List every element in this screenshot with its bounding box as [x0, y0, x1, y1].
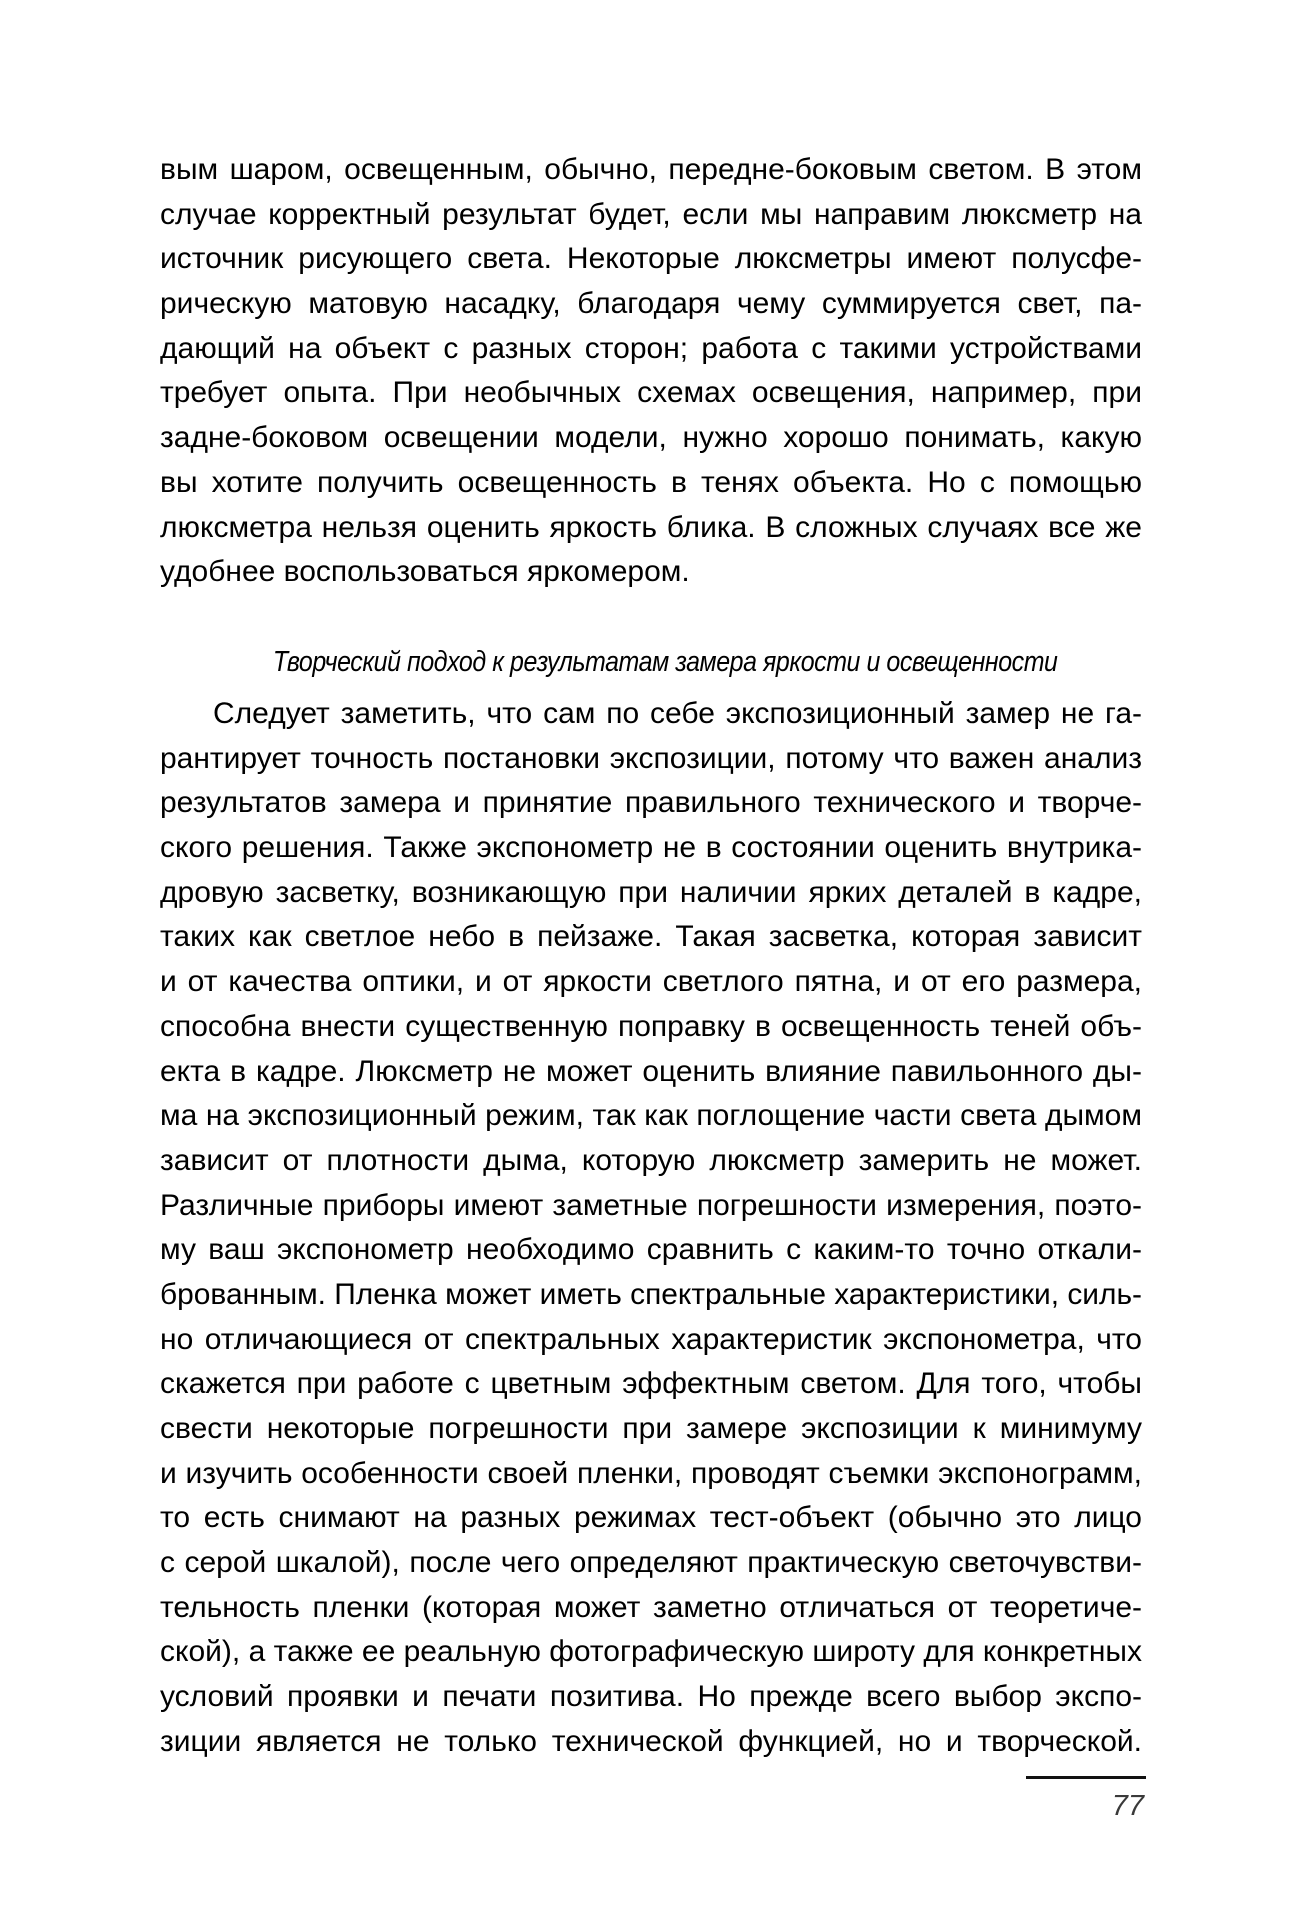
text-line: скажется при работе с цветным эффектным светом. Для того, чтобы — [160, 1367, 1142, 1401]
text-line: и от качества оптики, и от яркости светлого пятна, и от его размера, — [160, 965, 1142, 999]
text-line: зависит от плотности дыма, которую люксметр замерить не может. — [160, 1143, 1142, 1177]
section-heading — [160, 640, 1170, 684]
text-line: с серой шкалой), после чего определяют практическую светочувстви- — [160, 1546, 1142, 1580]
text-line: ма на экспозиционный режим, так как поглощение части света дымом — [160, 1099, 1142, 1133]
text-line: задне-боковом освещении модели, нужно хорошо понимать, какую — [160, 421, 1142, 455]
text-line: источник рисующего света. Некоторые люксметры имеют полусфе- — [160, 242, 1142, 276]
section-heading-text: Творческий подход к результатам замера яркости и освещенности — [272, 646, 1058, 678]
text-line: требует опыта. При необычных схемах освещения, например, при — [160, 376, 1142, 410]
text-line: удобнее воспользоваться яркомером. — [160, 555, 690, 589]
text-line: но отличающиеся от спектральных характеристик экспонометра, что — [160, 1322, 1142, 1356]
footer-rule — [1026, 1776, 1146, 1779]
text-line: люксметра нельзя оценить яркость блика. В сложных случаях все же — [160, 510, 1142, 544]
text-line: рическую матовую насадку, благодаря чему суммируется свет, па- — [160, 287, 1142, 321]
text-line: результатов замера и принятие правильного технического и творче- — [160, 786, 1142, 820]
text-line: способна внести существенную поправку в освещенность теней объ- — [160, 1009, 1142, 1043]
text-line: вы хотите получить освещенность в тенях объекта. Но с помощью — [160, 465, 1142, 499]
text-line: свести некоторые погрешности при замере экспозиции к минимуму — [160, 1412, 1142, 1445]
paragraph-1 — [160, 148, 1142, 595]
text-line: екта в кадре. Люксметр не может оценить влияние павильонного ды- — [160, 1054, 1142, 1088]
text-line: рантирует точность постановки экспозиции, потому что важен анализ — [160, 741, 1142, 775]
page-number: 77 — [1111, 1790, 1144, 1822]
text-line: ской), а также ее реальную фотографическую широту для конкретных — [160, 1635, 1142, 1669]
text-line: таких как светлое небо в пейзаже. Такая засветка, которая зависит — [160, 920, 1142, 954]
text-line: зиции является не только технической функцией, но и творческой. — [160, 1724, 1142, 1758]
text-line: условий проявки и печати позитива. Но прежде всего выбор экспо- — [160, 1680, 1142, 1714]
text-line: и изучить особенности своей пленки, проводят съемки экспонограмм, — [160, 1456, 1142, 1490]
text-line: дающий на объект с разных сторон; работа с такими устройствами — [160, 331, 1142, 365]
text-line: тельность пленки (которая может заметно отличаться от теоретиче- — [160, 1590, 1142, 1624]
text-line: му ваш экспонометр необходимо сравнить с каким-то точно откали- — [160, 1233, 1142, 1267]
text-line: брованным. Пленка может иметь спектральные характеристики, силь- — [160, 1277, 1142, 1311]
text-line: вым шаром, освещенным, обычно, передне-боковым светом. В этом — [160, 153, 1142, 186]
text-line: случае корректный результат будет, если мы направим люксметр на — [160, 197, 1142, 231]
text-line: Различные приборы имеют заметные погрешности измерения, поэто- — [160, 1188, 1142, 1222]
text-line: дровую засветку, возникающую при наличии ярких деталей в кадре, — [160, 875, 1142, 909]
text-line: то есть снимают на разных режимах тест-объект (обычно это лицо — [160, 1501, 1142, 1535]
paragraph-2 — [160, 692, 1142, 1765]
text-line: Следует заметить, что сам по себе экспозиционный замер не га- — [213, 697, 1142, 730]
text-line: ского решения. Также экспонометр не в состоянии оценить внутрика- — [160, 831, 1142, 865]
